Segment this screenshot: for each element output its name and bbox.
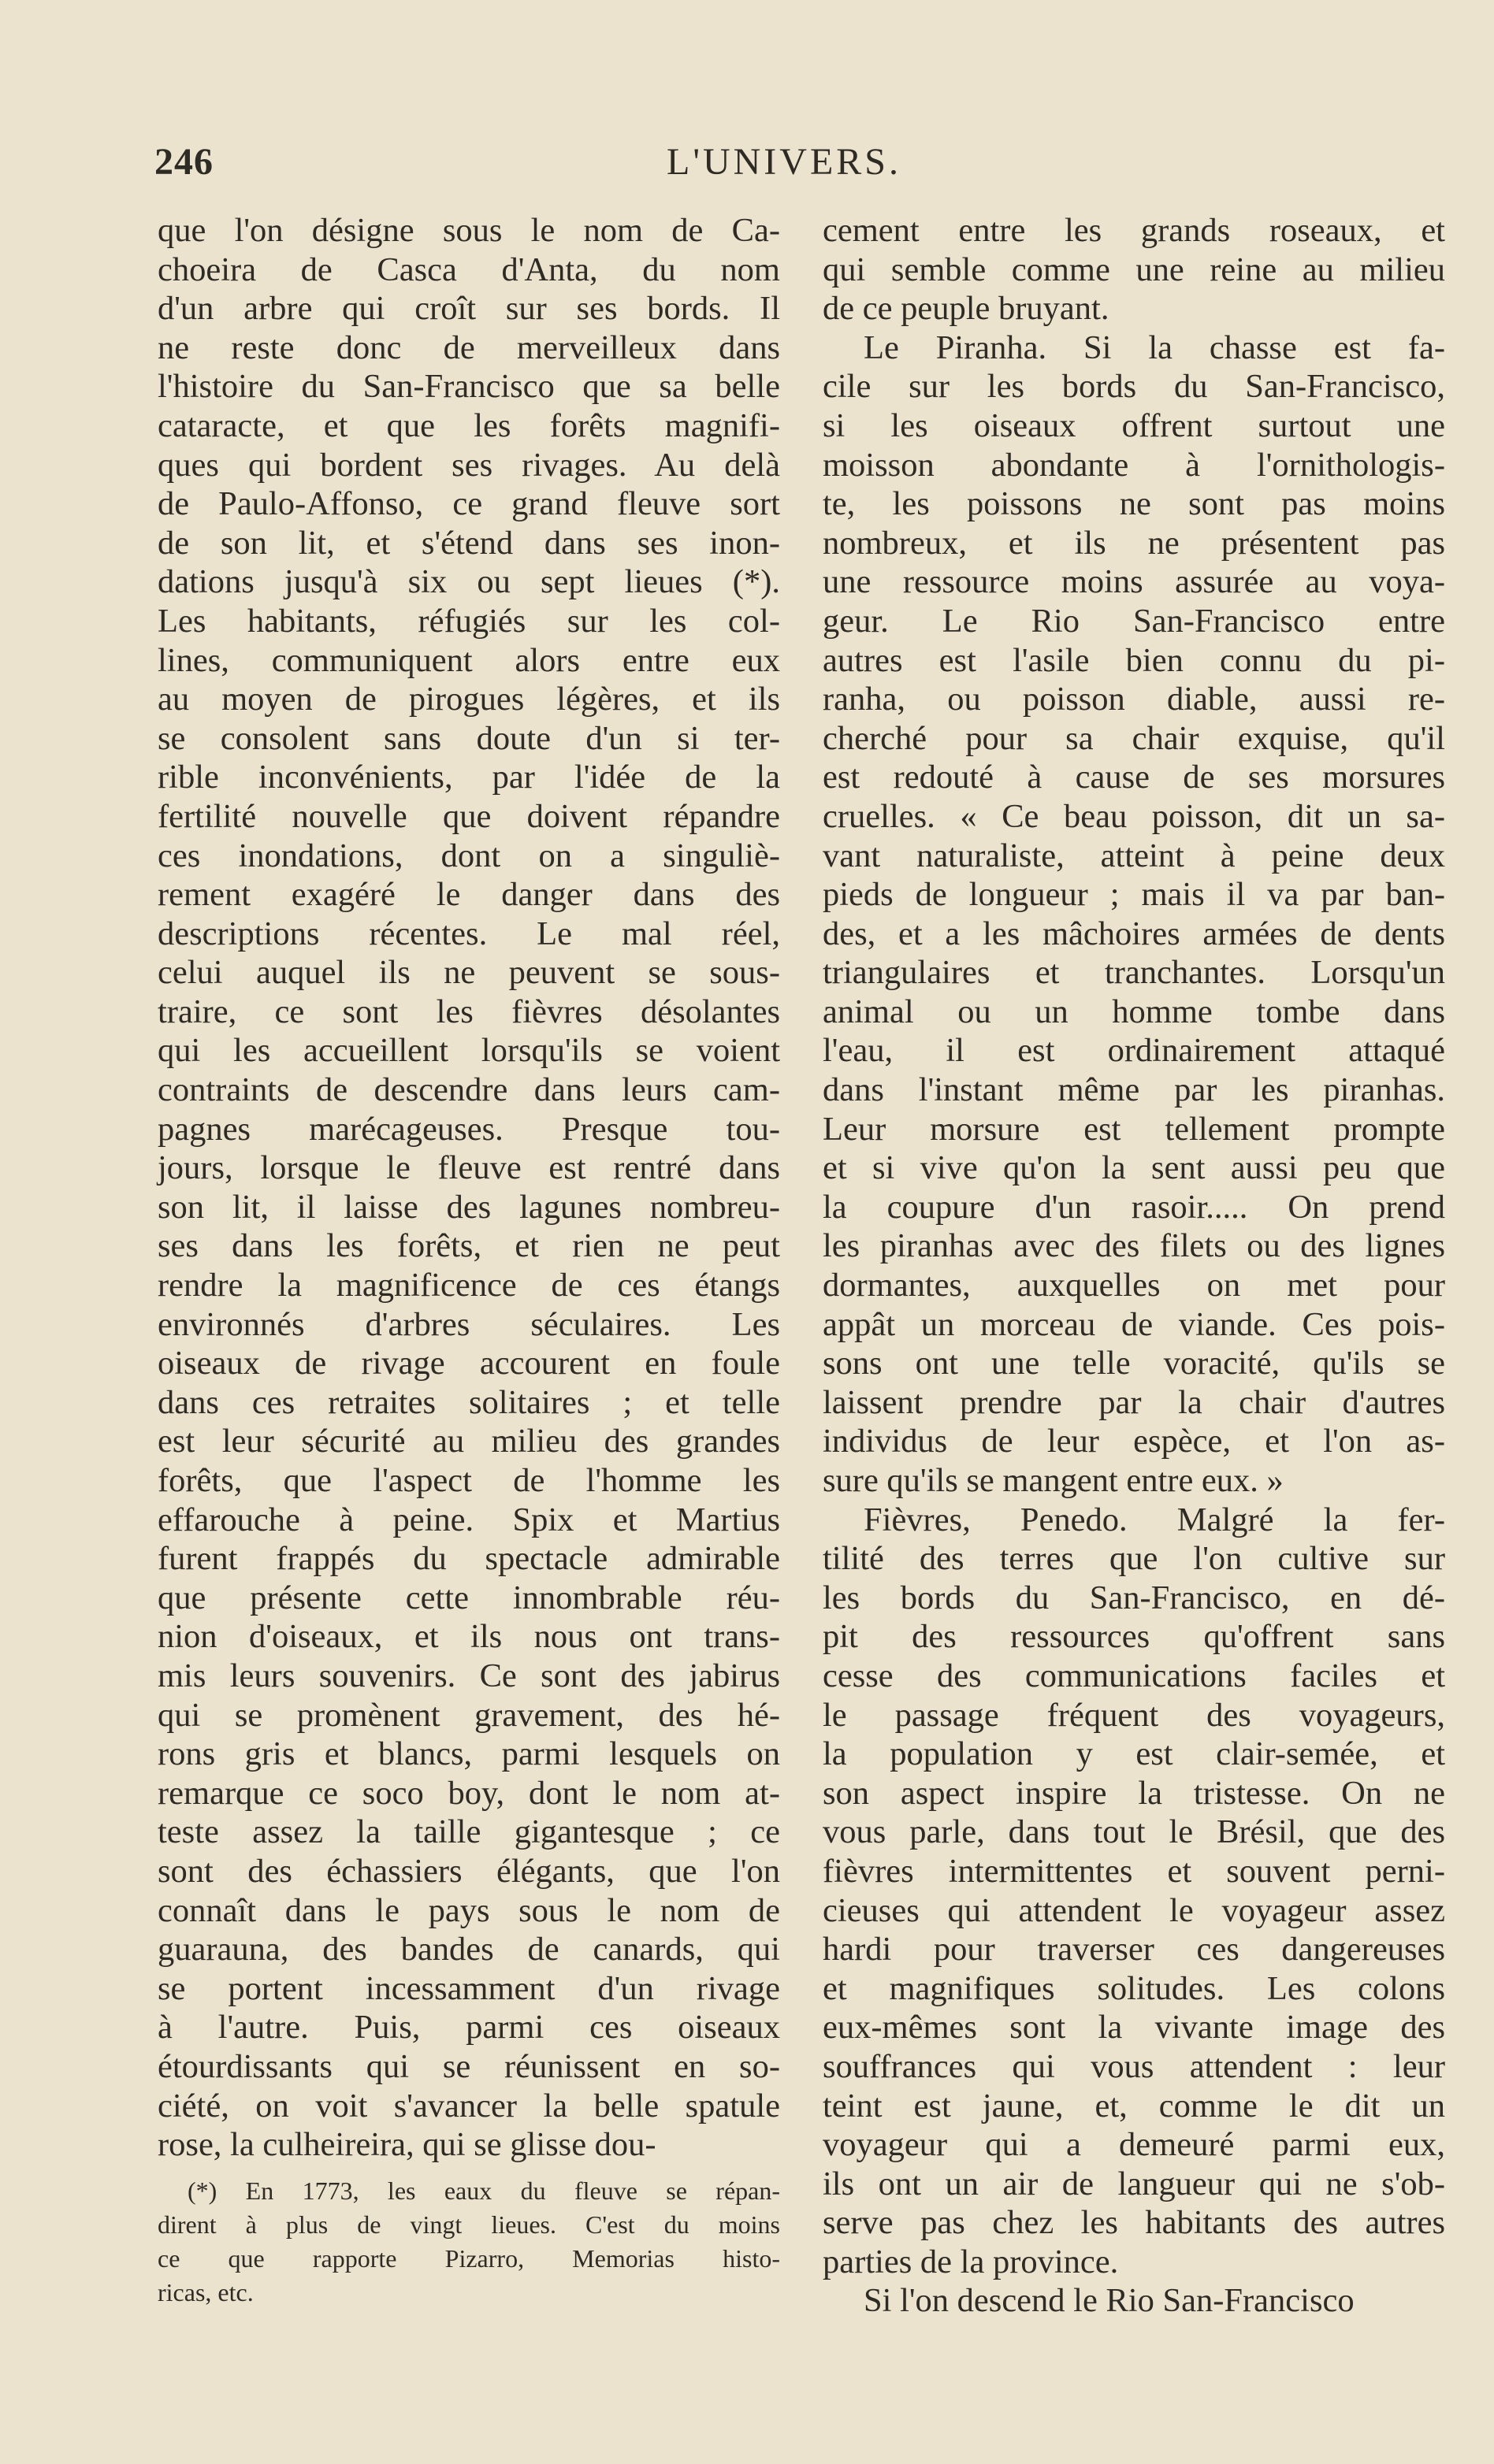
text-line: serve pas chez les habitants des autres bbox=[823, 2204, 1445, 2242]
text-line: sons ont une telle voracité, qu'ils se bbox=[823, 1345, 1445, 1382]
text-line: teint est jaune, et, comme le dit un bbox=[823, 2087, 1445, 2124]
text-line: de ce peuple bruyant. bbox=[823, 290, 1109, 328]
text-line: son lit, il laisse des lagunes nombreu- bbox=[158, 1188, 780, 1226]
text-line: parties de la province. bbox=[823, 2243, 1119, 2280]
text-line: est leur sécurité au milieu des grandes bbox=[158, 1423, 780, 1460]
text-line: étourdissants qui se réunissent en so- bbox=[158, 2047, 780, 2085]
text-line: de son lit, et s'étend dans ses inon- bbox=[158, 524, 780, 562]
text-line: des, et a les mâchoires armées de dents bbox=[823, 915, 1445, 952]
text-line: fièvres intermittentes et souvent perni- bbox=[823, 1852, 1445, 1890]
text-line: nion d'oiseaux, et ils nous ont trans- bbox=[158, 1618, 780, 1656]
text-line: ce que rapporte Pizarro, Memorias histo- bbox=[158, 2243, 780, 2273]
text-line: ils ont un air de langueur qui ne s'ob- bbox=[823, 2165, 1445, 2202]
text-line: eux-mêmes sont la vivante image des bbox=[823, 2009, 1445, 2047]
running-header bbox=[154, 140, 1447, 187]
text-line: te, les poissons ne sont pas moins bbox=[823, 485, 1445, 523]
text-line: cieuses qui attendent le voyageur assez bbox=[823, 1891, 1445, 1929]
text-line: les piranhas avec des filets ou des lignes bbox=[823, 1227, 1445, 1265]
text-line: effarouche à peine. Spix et Martius bbox=[158, 1501, 780, 1538]
text-line: ses dans les forêts, et rien ne peut bbox=[158, 1227, 780, 1265]
text-line: guarauna, des bandes de canards, qui bbox=[158, 1931, 780, 1969]
text-line: cile sur les bords du San-Francisco, bbox=[823, 368, 1445, 406]
text-line: lines, communiquent alors entre eux bbox=[158, 641, 780, 679]
text-line: qui se promènent gravement, des hé- bbox=[158, 1696, 780, 1734]
text-line: cataracte, et que les forêts magnifi- bbox=[158, 406, 780, 444]
text-line: voyageur qui a demeuré parmi eux, bbox=[823, 2126, 1445, 2164]
text-line: rible inconvénients, par l'idée de la bbox=[158, 759, 780, 796]
text-line: se portent incessamment d'un rivage bbox=[158, 1969, 780, 2007]
text-line: connaît dans le pays sous le nom de bbox=[158, 1891, 780, 1929]
text-line: cement entre les grands roseaux, et bbox=[823, 212, 1445, 249]
page-number: 246 bbox=[154, 141, 214, 183]
text-line: cherché pour sa chair exquise, qu'il bbox=[823, 719, 1445, 757]
running-title: L'UNIVERS. bbox=[667, 141, 901, 183]
text-line: hardi pour traverser ces dangereuses bbox=[823, 1931, 1445, 1969]
text-line: que présente cette innombrable réu- bbox=[158, 1579, 780, 1616]
text-line: pagnes marécageuses. Presque tou- bbox=[158, 1110, 780, 1148]
text-line: dans l'instant même par les piranhas. bbox=[823, 1071, 1445, 1109]
text-line: rement exagéré le danger dans des bbox=[158, 876, 780, 914]
text-line: cesse des communications faciles et bbox=[823, 1657, 1445, 1694]
text-line: celui auquel ils ne peuvent se sous- bbox=[158, 954, 780, 992]
text-line: que l'on désigne sous le nom de Ca- bbox=[158, 212, 780, 249]
text-line: traire, ce sont les fièvres désolantes bbox=[158, 993, 780, 1030]
text-line: à l'autre. Puis, parmi ces oiseaux bbox=[158, 2009, 780, 2047]
text-line: ne reste donc de merveilleux dans bbox=[158, 328, 780, 366]
text-line: sont des échassiers élégants, que l'on bbox=[158, 1852, 780, 1890]
text-line: rose, la culheireira, qui se glisse dou- bbox=[158, 2126, 656, 2164]
text-line: ces inondations, dont on a singuliè- bbox=[158, 837, 780, 874]
text-line: (*) En 1773, les eaux du fleuve se répan- bbox=[188, 2176, 780, 2205]
text-line: sure qu'ils se mangent entre eux. » bbox=[823, 1462, 1284, 1499]
text-line: tilité des terres que l'on cultive sur bbox=[823, 1540, 1445, 1578]
text-line: dations jusqu'à six ou sept lieues (*). bbox=[158, 563, 780, 601]
text-line: au moyen de pirogues légères, et ils bbox=[158, 681, 780, 718]
text-line: Fièvres, Penedo. Malgré la fer- bbox=[864, 1501, 1445, 1538]
text-line: une ressource moins assurée au voya- bbox=[823, 563, 1445, 601]
text-line: choeira de Casca d'Anta, du nom bbox=[158, 250, 780, 288]
text-line: la population y est clair-semée, et bbox=[823, 1735, 1445, 1773]
text-line: Les habitants, réfugiés sur les col- bbox=[158, 602, 780, 640]
text-line: dirent à plus de vingt lieues. C'est du moins bbox=[158, 2210, 780, 2239]
text-line: geur. Le Rio San-Francisco entre bbox=[823, 602, 1445, 640]
text-line: pieds de longueur ; mais il va par ban- bbox=[823, 876, 1445, 914]
text-line: contraints de descendre dans leurs cam- bbox=[158, 1071, 780, 1109]
text-line: son aspect inspire la tristesse. On ne bbox=[823, 1774, 1445, 1812]
text-line: se consolent sans doute d'un si ter- bbox=[158, 719, 780, 757]
text-line: jours, lorsque le fleuve est rentré dans bbox=[158, 1149, 780, 1187]
text-line: ranha, ou poisson diable, aussi re- bbox=[823, 681, 1445, 718]
text-line: forêts, que l'aspect de l'homme les bbox=[158, 1462, 780, 1499]
text-line: descriptions récentes. Le mal réel, bbox=[158, 915, 780, 952]
text-line: qui les accueillent lorsqu'ils se voient bbox=[158, 1032, 780, 1070]
text-line: environnés d'arbres séculaires. Les bbox=[158, 1305, 780, 1343]
text-line: l'eau, il est ordinairement attaqué bbox=[823, 1032, 1445, 1070]
text-line: le passage fréquent des voyageurs, bbox=[823, 1696, 1445, 1734]
text-line: moisson abondante à l'ornithologis- bbox=[823, 446, 1445, 484]
text-line: appât un morceau de viande. Ces pois- bbox=[823, 1305, 1445, 1343]
text-line: autres est l'asile bien connu du pi- bbox=[823, 641, 1445, 679]
text-line: les bords du San-Francisco, en dé- bbox=[823, 1579, 1445, 1616]
text-line: et magnifiques solitudes. Les colons bbox=[823, 1969, 1445, 2007]
text-line: souffrances qui vous attendent : leur bbox=[823, 2047, 1445, 2085]
text-line: triangulaires et tranchantes. Lorsqu'un bbox=[823, 954, 1445, 992]
text-line: pit des ressources qu'offrent sans bbox=[823, 1618, 1445, 1656]
text-line: teste assez la taille gigantesque ; ce bbox=[158, 1813, 780, 1851]
text-line: individus de leur espèce, et l'on as- bbox=[823, 1423, 1445, 1460]
text-line: dans ces retraites solitaires ; et telle bbox=[158, 1383, 780, 1421]
text-line: d'un arbre qui croît sur ses bords. Il bbox=[158, 290, 780, 328]
text-line: furent frappés du spectacle admirable bbox=[158, 1540, 780, 1578]
text-line: l'histoire du San-Francisco que sa belle bbox=[158, 368, 780, 406]
text-line: est redouté à cause de ses morsures bbox=[823, 759, 1445, 796]
text-line: Leur morsure est tellement prompte bbox=[823, 1110, 1445, 1148]
text-line: ciété, on voit s'avancer la belle spatule bbox=[158, 2087, 780, 2124]
right-column bbox=[823, 211, 1445, 2321]
text-line: ques qui bordent ses rivages. Au delà bbox=[158, 446, 780, 484]
text-line: ricas, etc. bbox=[158, 2277, 254, 2306]
text-line: oiseaux de rivage accourent en foule bbox=[158, 1345, 780, 1382]
text-line: laissent prendre par la chair d'autres bbox=[823, 1383, 1445, 1421]
text-line: vant naturaliste, atteint à peine deux bbox=[823, 837, 1445, 874]
text-line: qui semble comme une reine au milieu bbox=[823, 250, 1445, 288]
text-line: cruelles. « Ce beau poisson, dit un sa- bbox=[823, 797, 1445, 835]
text-line: mis leurs souvenirs. Ce sont des jabirus bbox=[158, 1657, 780, 1694]
text-line: rons gris et blancs, parmi lesquels on bbox=[158, 1735, 780, 1773]
text-line: rendre la magnificence de ces étangs bbox=[158, 1267, 780, 1304]
text-line: dormantes, auxquelles on met pour bbox=[823, 1267, 1445, 1304]
text-line: la coupure d'un rasoir..... On prend bbox=[823, 1188, 1445, 1226]
text-line: fertilité nouvelle que doivent répandre bbox=[158, 797, 780, 835]
text-line: Si l'on descend le Rio San-Francisco bbox=[864, 2282, 1355, 2320]
footnote bbox=[158, 2174, 780, 2310]
text-line: remarque ce soco boy, dont le nom at- bbox=[158, 1774, 780, 1812]
text-line: de Paulo-Affonso, ce grand fleuve sort bbox=[158, 485, 780, 523]
left-column bbox=[158, 211, 780, 2310]
text-line: et si vive qu'on la sent aussi peu que bbox=[823, 1149, 1445, 1187]
text-line: si les oiseaux offrent surtout une bbox=[823, 406, 1445, 444]
text-line: animal ou un homme tombe dans bbox=[823, 993, 1445, 1030]
text-line: vous parle, dans tout le Brésil, que des bbox=[823, 1813, 1445, 1851]
text-line: nombreux, et ils ne présentent pas bbox=[823, 524, 1445, 562]
text-line: Le Piranha. Si la chasse est fa- bbox=[864, 328, 1445, 366]
